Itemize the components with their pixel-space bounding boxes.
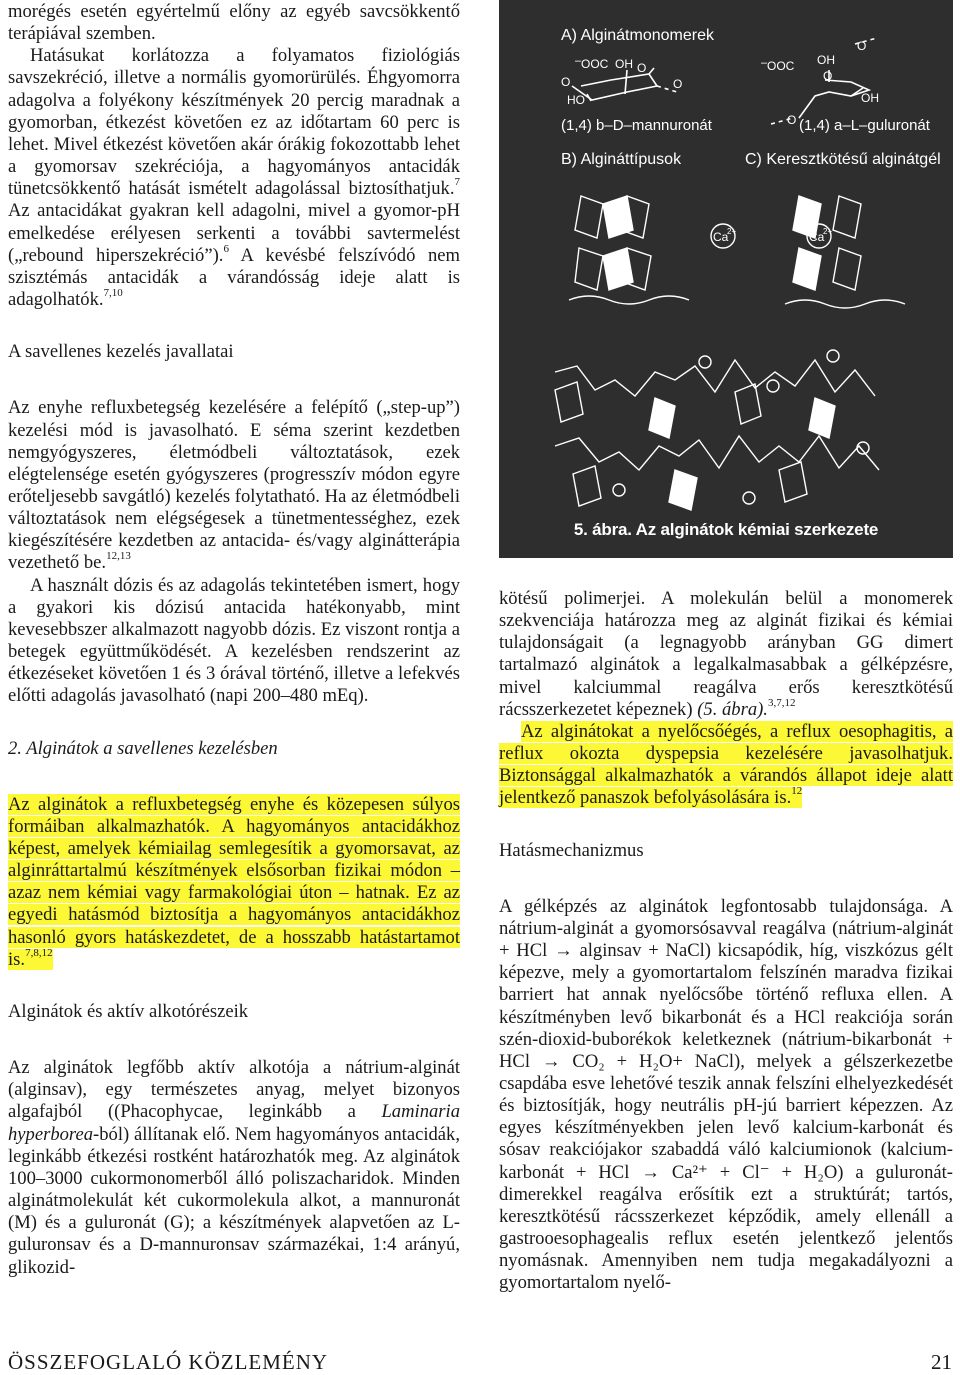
label-o: O xyxy=(787,113,797,127)
label-o: O xyxy=(823,69,833,83)
highlighted-paragraph: Az alginátok a refluxbetegség enyhe és közepesen súlyos formáiban alkalmazhatók. A hagyományos antacidákhoz képest, amelyek kémiailag semlegesítik a gyomorsavat, az alginráttartalmú készítmények elsősorban fizikai módon – azaz nem kémiai vagy farmakológiai úton – hatnak. Ez az egyedi hatásmód biztosítja a hagyományos antacidákhoz hasonló gyors hatáskezdetet, de a hosszabb hatástartamot is.$^{7,8,12}$ xyxy=(8,793,460,970)
calcium-charge: 2+ xyxy=(823,227,833,236)
section-c-title: C) Keresztkötésű alginátgél xyxy=(745,151,941,168)
mannuronate-structure xyxy=(572,68,677,101)
paragraph: A használt dózis és az adagolás tekintetében ismert, hogy a gyakori kis dózisú antacida hatékonyabb, mint kevesebbszer alkalmazott nagyobb dózis. Ez viszont rontja a betegek együttműködését. A kezelésben rendszerint az étkezéseket követően 1 és 3 órával történő, illetve a lefekvés előtti adagolás javasolható (napi 200–480 mEq). xyxy=(8,574,460,707)
calcium-label: Ca xyxy=(713,230,729,244)
paragraph: Hatásukat korlátozza a folyamatos fiziológiás savszekréció, illetve a normális gyomorürülés. Éhgyomorra adagolva a folyékony készítmények 20 percig maradnak a gyomorban, étkezést követően ez az időtartam 60 perc is lehet. Mivel étkezést követően akár órákig fokozottabb lehet a gyomorsav szekréciója, a hagyományos antacidák tünetcsökkentő hatását ismételt adagolással biztosíthatjuk.$^7$ Az antacidákat gyakran kell adagolni, mivel a gyomor-pH emelkedése erélyesen serkenti a további savtermelést („rebound hiperszekréció”).$^6$ A kevésbé felszívódó nem szisztémás antacidák a várandósság ideje alatt is adagolhatók.$^{7,10}$ xyxy=(8,45,460,311)
paragraph: Az enyhe refluxbetegség kezelésére a felépítő („step-up”) kezelési mód is javasolható. E séma szerint kezdetben nemgyógyszeres, életmódbeli változtatások, ezek elégtelensége esetén gyógyszeres (progresszív módon egyre erőteljesebb savgátló) kezelés folytatható. Ha az életmódbeli változtatások nem elégségesek a tünetmentességhez, ezek kiegészítésére kezdetben az antacida- és/vagy alginátterápia vezethető be.$^{12,13}$ xyxy=(8,397,460,574)
label-oh: OH xyxy=(861,91,879,105)
crosslinked-gel xyxy=(555,350,879,510)
section-heading: Alginátok és aktív alkotórészeik xyxy=(8,1000,249,1022)
alginate-chain-right xyxy=(785,196,905,308)
label-o: O xyxy=(637,61,647,75)
section-b-title: B) Algináttípusok xyxy=(561,151,682,168)
label-ooc: OOC xyxy=(581,57,609,71)
label-minus: – xyxy=(575,55,582,67)
paragraph: Az alginátok legfőbb aktív alkotója a nátrium-alginát (alginsav), egy természetes anyag, melyet bizonyos algafajból ((Phacophycae, leginkább a Laminaria hyperborea-ból) állítanak elő. Nem hagyományos antacidák, leginkább étkezési rostként határozhatók meg. Az alginátok 100–3000 cukormonomerből álló poliszacharidok. Minden alginátmolekulát két cukormolekula alkot, a mannuronát (M) és a guluronát (G); a készítmények alapvetően az L-guluronsav és a D-mannuronsav származékai, 1:4 arányú, glikozid- xyxy=(8,1057,460,1278)
section-heading: Hatásmechanizmus xyxy=(499,839,644,861)
calcium-charge: 2+ xyxy=(727,227,737,236)
paragraph: morégés esetén egyértelmű előny az egyéb savcsökkentő terápiával szemben. xyxy=(8,1,460,45)
label-oh: OH xyxy=(615,57,633,71)
alginate-chain-left xyxy=(569,196,689,304)
paragraph: A gélképzés az alginátok legfontosabb tulajdonsága. A nátrium-alginát a gyomorsósavval reagálva (nátrium-alginát + HCl → alginsav + NaCl) kicsapódik, híg, viszkózus gélt képezve, mely a gyomortartalom felszínén maradva fizikai barriert hat annak nyelőcsőbe történő refluxa ellen. A készítményben levő bikarbonát és a HCl reakciója során szén-dioxid-buborékok keletkeznek (nátrium-bikarbonát + HCl → CO₂ + H₂O+ NaCl), melyek a gélszerkezetbe csapdába esve lehetővé teszik annak felszíni elhelyezkedését és biztosítják, hogy neutrális pH-jú barriert képezzen. Az egyes készítményekben jelen levő kalcium-karbonát és sósav reakciójakor szabaddá váló kalciumionok (kalcium-karbonát + HCl → Ca²⁺ + Cl⁻ + H₂O) a guluronát-dimerekkel reagálva erősítik ezt a struktúrát; tartós, keresztkötésű rácsszerkezet képződik, amely ellenáll a gastrooesophagealis reflux esetén jelentkező jelentős nyomásnak. Amennyiben nem tudja megakadályozni a gyomortartalom nyelő- xyxy=(499,895,953,1294)
section-a-title: A) Alginátmonomerek xyxy=(561,27,714,44)
guluronate-label: (1,4) a–L–guluronát xyxy=(799,117,930,134)
label-o: O xyxy=(673,77,683,91)
chemical-diagram xyxy=(499,0,953,558)
calcium-label: Ca xyxy=(809,230,825,244)
label-o: O xyxy=(857,39,867,53)
section-heading: 2. Alginátok a savellenes kezelésben xyxy=(8,737,278,759)
label-ho: HO xyxy=(567,93,585,107)
right-column xyxy=(499,588,953,1295)
label-ooc: OOC xyxy=(767,59,795,73)
section-heading: A savellenes kezelés javallatai xyxy=(8,341,234,363)
highlighted-paragraph: Az alginátokat a nyelőcsőégés, a reflux oesophagitis, a reflux okozta dyspepsia kezelésére javasolhatjuk. Biztonsággal alkalmazhatók a várandós állapot ideje alatt jelentkező panaszok befolyásolására is.$^{12}$ xyxy=(499,720,953,809)
figure-caption: 5. ábra. Az alginátok kémiai szerkezete xyxy=(573,520,879,539)
left-column xyxy=(8,1,460,1279)
paragraph: kötésű polimerjei. A molekulán belül a monomerek szekvenciája határozza meg az alginát fizikai és kémiai tulajdonságait (a legnagyobb arányban GG dimert tartalmazó alginátok a legalkalmasabbak a gélképzésre, mivel kalciummal reagálva erős keresztkötésű rácsszerkezetet képeznek) (5. ábra).$^{3,7,12}$ xyxy=(499,588,953,720)
figure-alginate-structure xyxy=(499,0,953,558)
label-o: O xyxy=(561,75,571,89)
mannuronate-label: (1,4) b–D–mannuronát xyxy=(561,117,712,134)
journal-section-label: ÖSSZEFOGLALÓ KÖZLEMÉNY xyxy=(8,1350,329,1374)
page-number: 21 xyxy=(931,1350,952,1374)
label-oh: OH xyxy=(817,53,835,67)
label-minus: – xyxy=(761,57,768,69)
